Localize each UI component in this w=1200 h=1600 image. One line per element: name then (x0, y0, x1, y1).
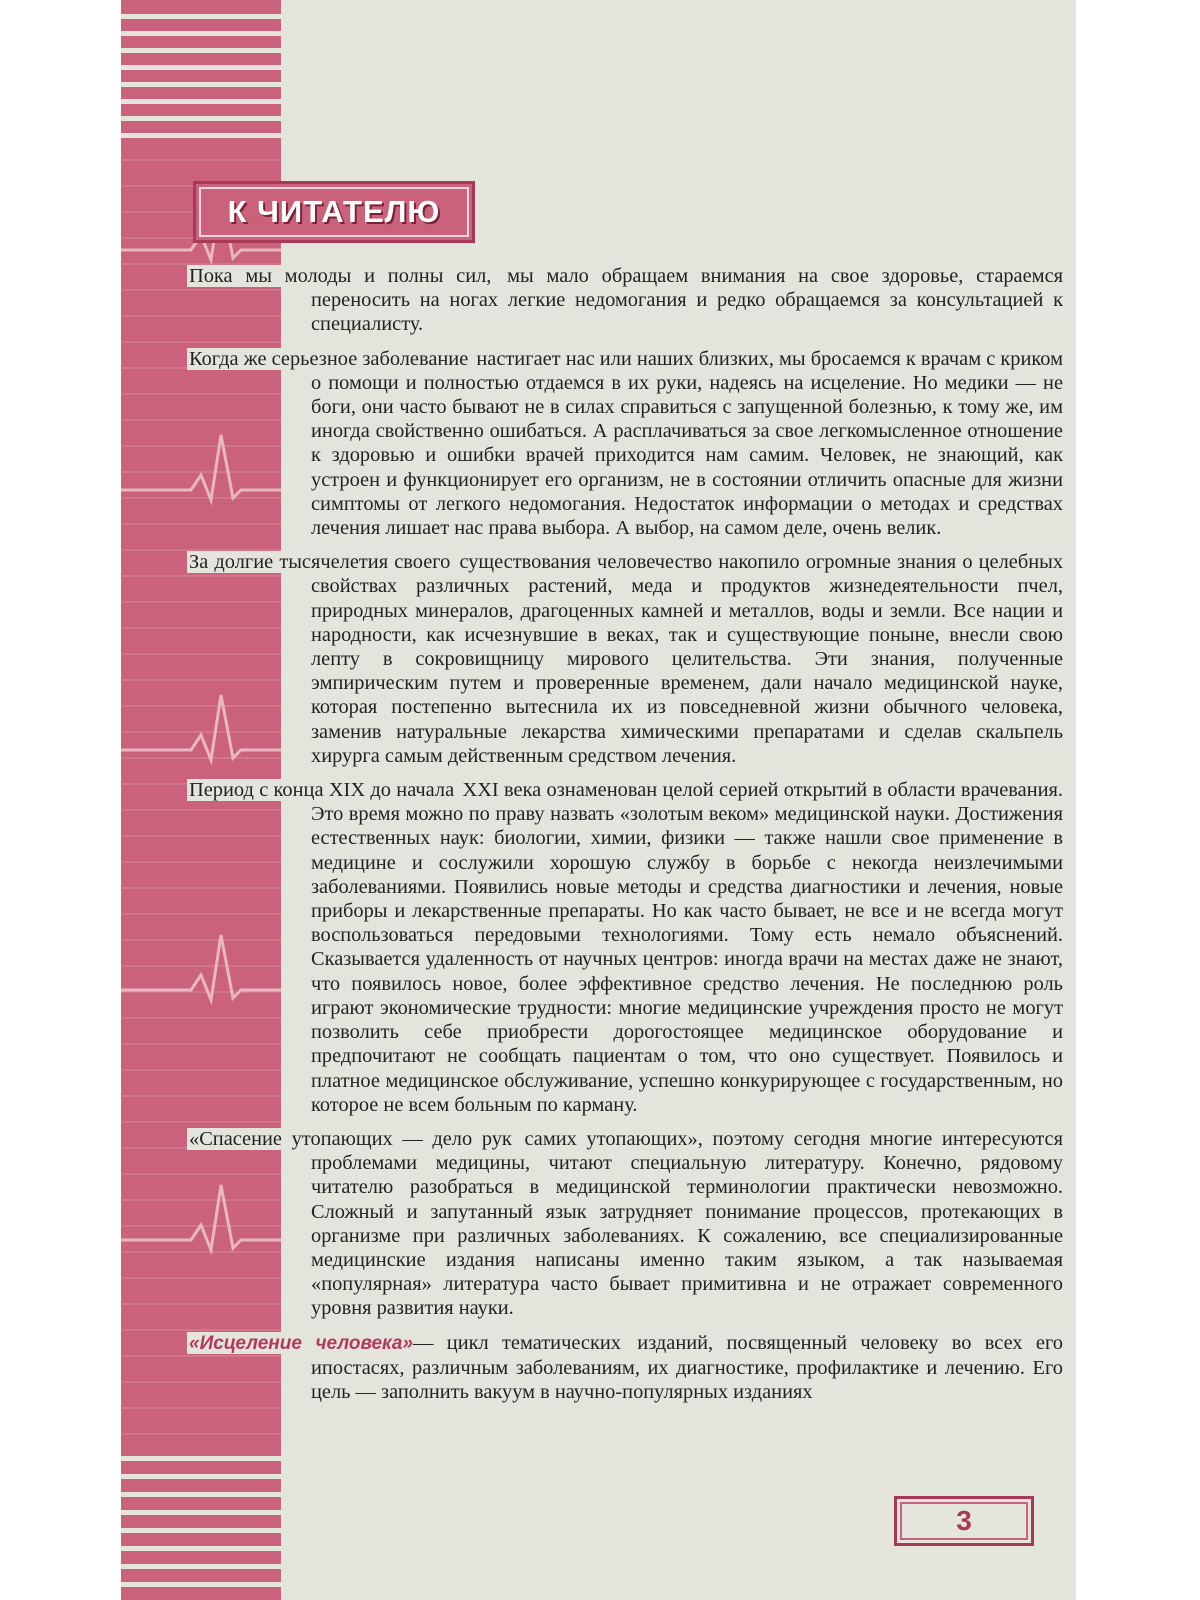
strip-band (121, 1474, 281, 1479)
strip-band (121, 1492, 281, 1497)
paragraph-text: самих утопающих», поэтому сегодня многие интересуются проблемами медицины, читают специальную литературу. Конечно, рядовому читателю разобраться в медицинской терминологии практически невозможно. Сложный и запутанный язык затрудняет понимание процессов, протекающих в организме при различных заболеваниях. К сожалению, все специализированные медицинские издания написаны именно таким языком, а так называемая «популярная» литература часто бывает примитивна и не отражает современного уровня развития науки. (311, 1127, 1063, 1320)
text-body (121, 264, 1076, 1414)
paragraph (121, 550, 1076, 768)
paragraph (121, 264, 1076, 337)
paragraph-lead: Когда же серьезное заболевание (189, 347, 469, 370)
page-title: К ЧИТАТЕЛЮ (227, 194, 441, 229)
strip-band (121, 133, 281, 138)
book-page (121, 0, 1076, 1600)
strip-band (121, 1510, 281, 1515)
strip-band (121, 1456, 281, 1461)
paragraph (121, 1331, 1076, 1405)
strip-band (121, 31, 281, 36)
heading-box (193, 181, 475, 243)
page-number-box (894, 1496, 1034, 1546)
paragraph-lead: Пока мы молоды и полны сил, (189, 265, 492, 287)
strip-band (121, 1528, 281, 1533)
page-number: 3 (956, 1505, 972, 1536)
paragraph (121, 778, 1076, 1117)
paragraph-lead: «Спасение утопающих — дело рук (189, 1127, 512, 1150)
paragraph (121, 347, 1076, 541)
series-title: «Исцеление человека» (189, 1332, 414, 1354)
paragraph-lead: — цикл тематических (413, 1331, 621, 1354)
strip-bottom-bands (121, 1448, 281, 1600)
strip-band (121, 1546, 281, 1551)
paragraph-text: изданий, посвященный человеку во всех его ипостасях, различным заболеваниям, их диагностике, профилактике и лечению. Его цель — заполнить вакуум в научно-популярных изданиях (311, 1331, 1063, 1403)
paragraph-lead: За долгие тысячелетия своего (189, 551, 451, 574)
strip-top-bands (121, 0, 281, 150)
strip-band (121, 99, 281, 104)
strip-band (121, 82, 281, 87)
strip-band (121, 1564, 281, 1569)
strip-band (121, 1582, 281, 1587)
paragraph-text: XXI века ознаменован целой серией открытий в области врачевания. Это время можно по праву назвать «золотым веком» медицинской науки. Достижения естественных наук: биологии, химии, физики — также нашли свое применение в медицине и сослужили хорошую службу в борьбе с некогда неизлечимыми заболеваниями. Появились новые методы и средства диагностики и лечения, новые приборы и лекарственные препараты. Но как часто бывает, не все и не всегда могут воспользоваться передовыми технологиями. Тому есть немало объяснений. Сказывается удаленность от научных центров: иногда врачи на местах даже не знают, что появилось новое, более эффективное средство лечения. Не последнюю роль играют экономические трудности: многие медицинские учреждения просто не могут позволить себе приобрести дорогостоящее медицинское оборудование и предпочитают не сообщать пациентам о том, что оно существует. Появилось и платное медицинское обслуживание, успешно конкурирующее с государственным, но которое не всем больным по карману. (311, 779, 1063, 1116)
paragraph-lead: Период с конца XIX до начала (189, 779, 455, 802)
paragraph-text: мы мало обращаем внимания на свое здоровье, стараемся переносить на ногах легкие недомогания и редко обращаемся за консультацией к специалисту. (311, 265, 1063, 336)
paragraph-text: настигает нас или наших близких, мы бросаемся к врачам с криком о помощи и полностью отдаемся в их руки, надеясь на исцеление. Но медики — не боги, они часто бывают не в силах справиться с запущенной болезнью, к тому же, им иногда свойственно ошибаться. А расплачиваться за свое легкомысленное отношение к здоровью и ошибки врачей приходится нам самим. Человек, не знающий, как устроен и функционирует его организм, не в состоянии отличить опасные для жизни симптомы от легкого недомогания. Недостаток информации о методах и средствах лечения лишает нас права выбора. А выбор, на самом деле, очень велик. (311, 347, 1063, 540)
paragraph (121, 1127, 1076, 1321)
paragraph-text: существования человечество накопило огромные знания о целебных свойствах различных растений, меда и продуктов жизнедеятельности пчел, природных минералов, драгоценных камней и металлов, воды и земли. Все нации и народности, как исчезнувшие в веках, так и существующие поныне, внесли свою лепту в сокровищницу мирового целительства. Эти знания, полученные эмпирическим путем и проверенные временем, дали начало медицинской науке, которая постепенно вытеснила их из повседневной жизни обычного человека, заменив натуральные лекарства химическими препаратами и сделав скальпель хирурга самым действенным средством лечения. (311, 551, 1064, 767)
strip-band (121, 65, 281, 70)
strip-band (121, 14, 281, 19)
strip-band (121, 48, 281, 53)
strip-band (121, 116, 281, 121)
